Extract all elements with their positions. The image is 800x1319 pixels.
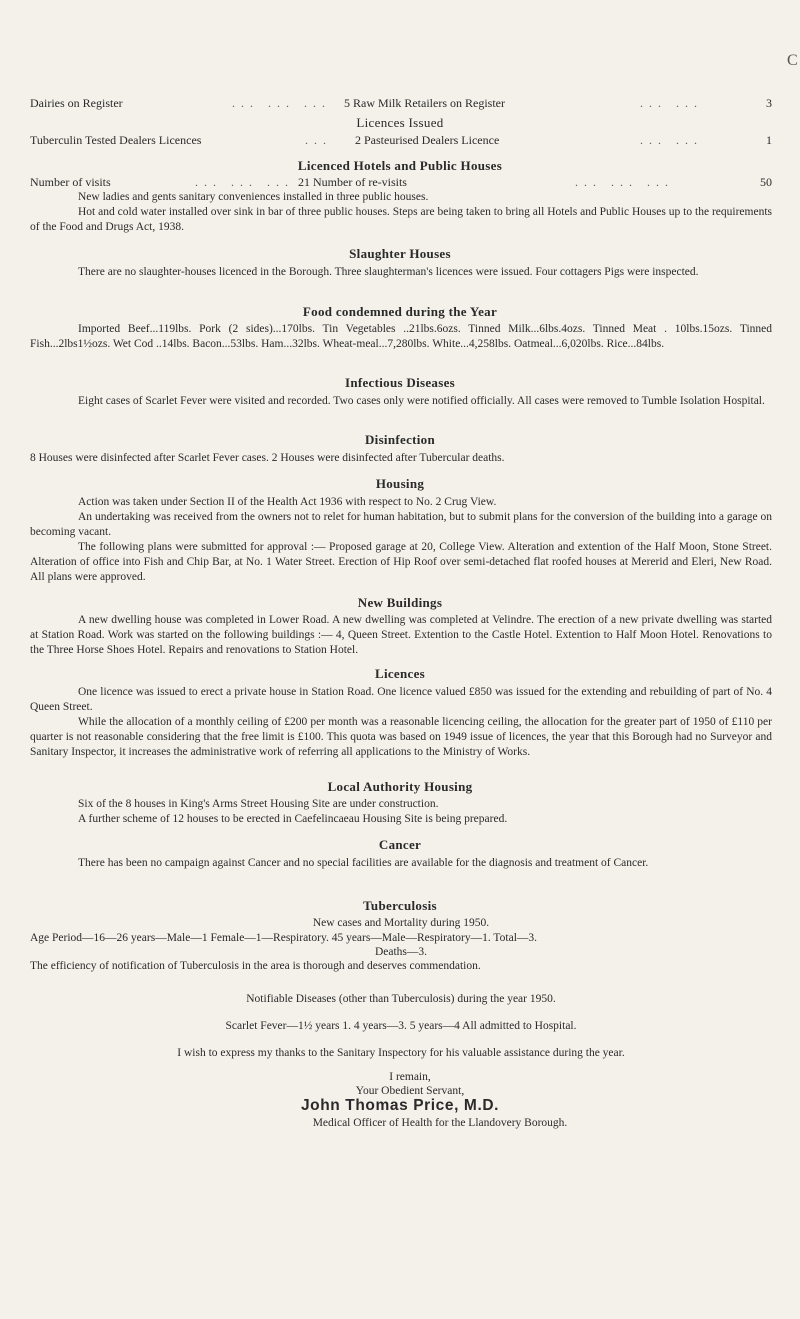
closing-servant: Your Obedient Servant,: [355, 1085, 465, 1097]
tuberculosis-efficiency-para: The efficiency of notification of Tuberculosis in the area is thorough and deserves commendation.: [30, 960, 481, 972]
revisits-value: 50: [760, 175, 772, 189]
disinfection-heading: Disinfection: [364, 432, 436, 447]
tuberculin-label: Tuberculin Tested Dealers Licences: [30, 133, 202, 147]
cancer-para: There has been no campaign against Cancer and no special facilities are available for the diagnosis and treatment of Cancer.: [78, 857, 649, 869]
tuberculosis-subheading: New cases and Mortality during 1950.: [312, 917, 490, 929]
new-buildings-para: A new dwelling house was completed in Lower Road. A new dwelling was completed at Velindre. The erection of a new private dwelling was started at Station Road. Work was started on the following buildings :— 4, Queen Street. Extention to the Castle Hotel. Extention to Half Moon Hotel. Renovations to the Three Horse Shoes Hotel. Repairs and renovations to Station Hotel.: [30, 614, 772, 656]
licences-heading: Licences: [374, 666, 426, 681]
licences-issued-heading: Licences Issued: [356, 115, 444, 130]
leader-dots: ... ... ...: [575, 175, 674, 189]
infectious-heading: Infectious Diseases: [344, 375, 456, 390]
hotels-heading: Licenced Hotels and Public Houses: [297, 158, 503, 173]
housing-para-2: An undertaking was received from the owners not to relet for human habitation, but to submit plans for the conversion of the building into a garage on becoming vacant.: [30, 511, 772, 538]
page-corner-mark: C: [787, 52, 798, 69]
infectious-para: Eight cases of Scarlet Fever were visited and recorded. Two cases only were notified officially. All cases were removed to Tumble Isolation Hospital.: [78, 395, 765, 407]
closing-remain: I remain,: [389, 1071, 431, 1083]
tuberculosis-cases-line: Age Period—16—26 years—Male—1 Female—1—Respiratory. 45 years—Male—Respiratory—1. Total—3.: [30, 932, 538, 944]
leader-dots: ... ... ...: [195, 175, 294, 189]
thanks-para: I wish to express my thanks to the Sanitary Inspectory for his valuable assistance during the year.: [177, 1047, 625, 1059]
signature-name: [0, 1098, 800, 1115]
raw-milk-label: 5 Raw Milk Retailers on Register: [344, 96, 505, 110]
notifiable-diseases-line: Notifiable Diseases (other than Tuberculosis) during the year 1950.: [246, 993, 556, 1005]
housing-para-1: Action was taken under Section II of the Health Act 1936 with respect to No. 2 Crug View.: [78, 496, 497, 508]
slaughter-para: There are no slaughter-houses licenced in the Borough. Three slaughterman's licences were issued. Four cottagers Pigs were inspected.: [78, 266, 699, 278]
hotels-para-1: New ladies and gents sanitary conveniences installed in three public houses.: [78, 191, 429, 203]
signature-title: Medical Officer of Health for the Llandovery Borough.: [312, 1117, 568, 1129]
new-buildings-heading: New Buildings: [357, 595, 443, 610]
licences-para-2: While the allocation of a monthly ceiling of £200 per month was a reasonable licencing ceiling, the allocation for the greater part of 1950 of £110 per quarter is not reasonable considering that the free limit is £100. This quota was based on 1949 issue of licences, the year that this Borough had no Surveyor and Sanitary Inspector, it increases the administrative work of referring all applications to the Ministry of Works.: [30, 716, 772, 758]
local-authority-heading: Local Authority Housing: [327, 779, 473, 794]
local-authority-para-1: Six of the 8 houses in King's Arms Street Housing Site are under construction.: [78, 798, 439, 810]
licences-para-1: One licence was issued to erect a private house in Station Road. One licence valued £850 was issued for the extending and rebuilding of part of No. 4 Queen Street.: [30, 686, 772, 713]
tuberculosis-deaths-line: Deaths—3.: [374, 946, 428, 958]
leader-dots: ... ...: [640, 133, 703, 147]
hotels-para-2: Hot and cold water installed over sink in bar of three public houses. Steps are being taken to bring all Hotels and Public Houses up to the requirements of the Food and Drugs Act, 1938.: [30, 206, 772, 233]
raw-milk-value: 3: [766, 96, 772, 110]
disinfection-para: 8 Houses were disinfected after Scarlet Fever cases. 2 Houses were disinfected after Tubercular deaths.: [30, 452, 505, 464]
cancer-heading: Cancer: [378, 837, 422, 852]
tuberculosis-heading: Tuberculosis: [363, 898, 437, 913]
local-authority-para-2: A further scheme of 12 houses to be erected in Caefelincaeau Housing Site is being prepared.: [78, 813, 508, 825]
leader-dots: ...: [305, 133, 332, 147]
leader-dots: ... ... ...: [232, 96, 331, 110]
leader-dots: ... ...: [640, 96, 703, 110]
food-heading: Food condemned during the Year: [302, 304, 498, 319]
slaughter-heading: Slaughter Houses: [349, 246, 451, 261]
revisits-label: 21 Number of re-visits: [298, 175, 407, 189]
pasteurised-label: 2 Pasteurised Dealers Licence: [355, 133, 500, 147]
food-para: Imported Beef...119lbs. Pork (2 sides)...170lbs. Tin Vegetables ..21lbs.6ozs. Tinned Milk...6lbs.4ozs. Tinned Meat . 10lbs.15ozs. Tinned Fish...2lbs1½ozs. Wet Cod ..14lbs. Bacon...53lbs. Ham...32lbs. Wheat-meal...7,280lbs. White...4,258lbs. Oatmeal...6,020lbs. Rice...84lbs.: [30, 323, 772, 350]
pasteurised-value: 1: [766, 133, 772, 147]
dairies-label: Dairies on Register: [30, 96, 123, 110]
visits-label: Number of visits: [30, 175, 111, 189]
signature-name-text: John Thomas Price, M.D.: [300, 1097, 500, 1114]
housing-heading: Housing: [375, 476, 425, 491]
housing-para-3: The following plans were submitted for approval :— Proposed garage at 20, College View. Alteration and extention of the Half Moon, Stone Street. Alteration of office into Fish and Chip Bar, at No. 1 Water Street. Erection of Hip Roof over semi-detached flat roofed houses at Mererid and Eleri, New Road. All plans were approved.: [30, 541, 772, 583]
scarlet-fever-line: Scarlet Fever—1½ years 1. 4 years—3. 5 years—4 All admitted to Hospital.: [225, 1020, 577, 1032]
